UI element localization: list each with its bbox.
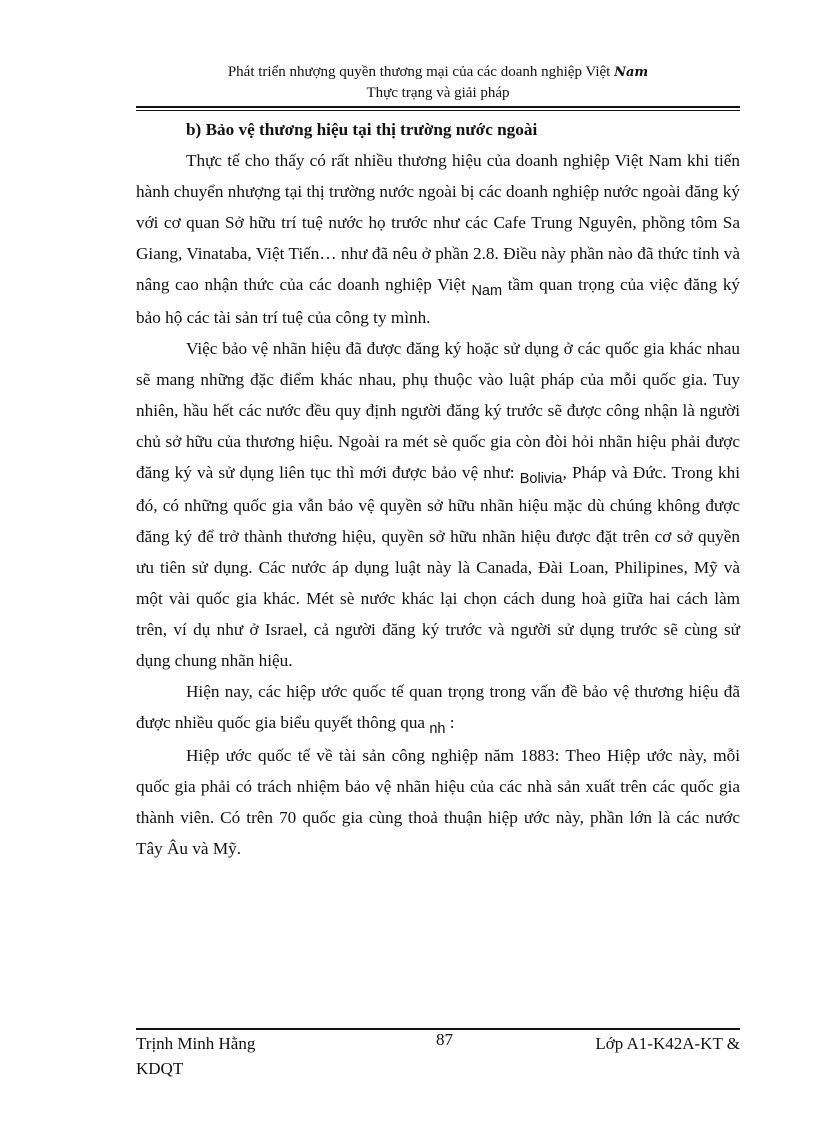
header-title-text: Phát triển nhượng quyền thương mại của các doanh nghiệp Việt	[227, 64, 611, 80]
paragraph-4: Hiệp ước quốc tế về tài sản công nghiệp năm 1883: Theo Hiệp ước này, mỗi quốc gia phải có trách nhiệm bảo vệ nhãn hiệu của các nhà sản xuất trên các quốc gia thành viên. Có trên 70 quốc gia cùng thoả thuận hiệp ước này, phần lớn là các nước Tây Âu và Mỹ.	[136, 746, 740, 858]
page-header	[136, 62, 740, 104]
header-rule-thin	[136, 110, 740, 111]
footer-class-ref: Lớp A1-K42A-KT &	[595, 1034, 740, 1053]
paragraph-3-part-2: :	[449, 713, 455, 732]
header-rule-thick	[136, 106, 740, 108]
paragraph-2-part-2: , Pháp và Đức. Trong khi đó, có những quốc gia vẫn bảo vệ quyền sở hữu nhãn hiệu mặc dù chúng không được đăng ký để trở thành thương hiệu, quyền sở hữu nhãn hiệu được đặt trên cơ sở quyền ưu tiên sử dụng. Các nước áp dụng luật này là Canada, Đài Loan, Philipines, Mỹ và một vài quốc gia khác. Mét sè nước khác lại chọn cách dung hoà giữa hai cách làm trên, ví dụ như ở Israel, cả người đăng ký trước và người sử dụng trước sẽ cùng sử dụng chung nhãn hiệu.	[136, 463, 740, 670]
header-title-brand: Nam	[614, 65, 649, 80]
paragraph-2	[136, 333, 740, 676]
paragraph-3-part-1: Hiện nay, các hiệp ước quốc tế quan trọng trong vấn đề bảo vệ thương hiệu đã được nhiều quốc gia biểu quyết thông qua	[136, 682, 740, 732]
paragraph-1-part-2: tầm quan trọng của việc đăng ký bảo hộ các tài sản trí tuệ của công ty mình.	[136, 275, 741, 327]
paragraph-3-insert: nh	[429, 721, 446, 737]
page-footer	[136, 1031, 740, 1081]
header-title	[136, 62, 740, 83]
paragraph-1	[136, 145, 740, 333]
paragraph-2-part-1: Việc bảo vệ nhãn hiệu đã được đăng ký hoặc sử dụng ở các quốc gia khác nhau sẽ mang những đặc điểm khác nhau, phụ thuộc vào luật pháp của mỗi quốc gia. Tuy nhiên, hầu hết các nước đều quy định người đăng ký trước sẽ được công nhận là người chủ sở hữu của thương hiệu. Ngoài ra mét sè quốc gia còn đòi hỏi nhãn hiệu phải được đăng ký và sử dụng liên tục thì mới được bảo vệ như:	[136, 339, 740, 482]
paragraph-3	[136, 676, 740, 740]
section-title: b) Bảo vệ thương hiệu tại thị trường nước ngoài	[186, 120, 538, 139]
page-number: 87	[436, 1030, 453, 1049]
paragraph-2-insert: Bolivia	[519, 471, 563, 487]
footer-author: Trịnh Minh Hằng	[136, 1034, 256, 1053]
paragraph-1-insert: Nam	[471, 283, 503, 299]
footer-department: KDQT	[136, 1059, 184, 1078]
document-body	[136, 114, 740, 864]
paragraph-1-part-1: Thực tế cho thấy có rất nhiều thương hiệu của doanh nghiệp Việt Nam khi tiến hành chuyển nhượng tại thị trường nước ngoài bị các doanh nghiệp nước ngoài đăng ký với cơ quan Sở hữu trí tuệ nước họ trước như các Cafe Trung Nguyên, phồng tôm Sa Giang, Vinataba, Việt Tiến… như đã nêu ở phần 2.8. Điều này phần nào đã thức tỉnh và nâng cao nhận thức của các doanh nghiệp Việt	[136, 151, 740, 294]
header-subtitle: Thực trạng và giải pháp	[366, 85, 510, 101]
